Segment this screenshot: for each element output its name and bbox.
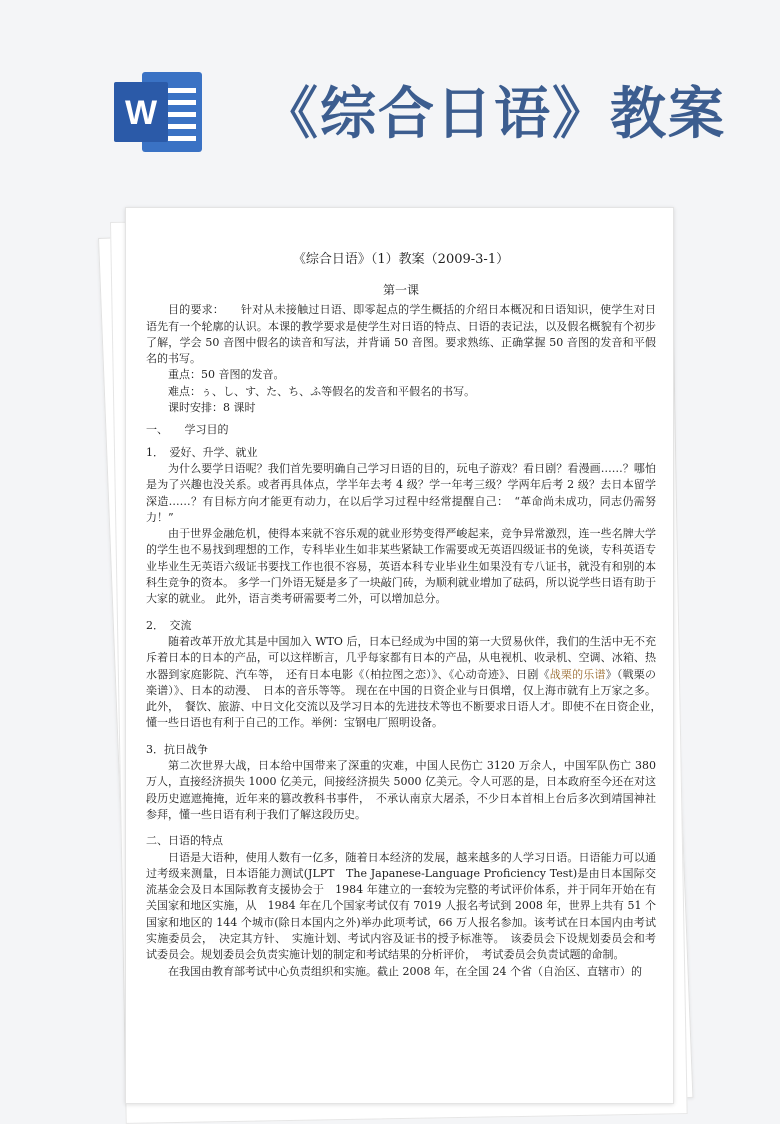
paragraph: 由于世界金融危机，使得本来就不容乐观的就业形势变得严峻起来，竞争异常激烈，连一些名牌大学的学生也不易找到理想的工作，专科毕业生如非某些紧缺工作需要或无英语四级证书的免谈，专科英语专业毕业生无英语六级证书要找工作也很不容易，英语本科专业毕业生如果没有专八证书，就没有和别的本科生竞争的资本。 多学一门外语无疑是多了一块敲门砖，为顺利就业增加了砝码，所以说学些日语有助于大家的就业。 此外，语言类考研需要考二外，可以增加总分。 bbox=[146, 527, 656, 606]
lesson-heading: 第一课 bbox=[382, 283, 419, 297]
document-title: 《综合日语》（1）教案（2009-3-1） bbox=[292, 252, 510, 267]
subsection-heading: 2． 交流 bbox=[146, 618, 192, 632]
film-title: 战栗的乐谱 bbox=[549, 667, 606, 681]
document-page bbox=[125, 207, 674, 1104]
subsection-heading: 1． 爱好、升学、就业 bbox=[146, 445, 258, 459]
paragraph: 为什么要学日语呢？我们首先要明确自己学习日语的目的，玩电子游戏？看日剧？看漫画……？哪怕是为了兴趣也没关系。或者再具体点，学半年去考 4 级？学一年考三级？学两年后考 2 级？去日本留学深造……？有目标方向才能更有动力，在以后学习过程中经常提醒自己： “革命尚未成功，同志仍需努力！” bbox=[146, 461, 656, 524]
subsection-heading: 3．抗日战争 bbox=[146, 742, 208, 756]
objective-paragraph: 目的要求： 针对从未接触过日语、即零起点的学生概括的介绍日本概况和日语知识，使学生对日语先有一个轮廓的认识。本课的教学要求是使学生对日语的特点、日语的表记法，以及假名概貌有个初步了解，学会 50 音图中假名的读音和写法，并背诵 50 音图。要求熟练、正确掌握 50 音图的发音和平假名的书写。 bbox=[146, 303, 656, 366]
paragraph: 日语是大语种，使用人数有一亿多，随着日本经济的发展，越来越多的人学习日语。日语能力可以通过考级来测量，日本语能力测试(JLPT The Japanese-Language Proficiency Test)是由日本国际交流基金会及日本国际教育支援协会于 1984 年建立的一套较为完整的考试评价体系，并于同年开始在有关国家和地区实施，从 1984 年在几个国家考试仅有 7019 人报名考试到 2008 年，世界上共有 51 个国家和地区的 144 个城市(除日本国内之外)举办此项考试，66 万人报名参加。该考试在日本国内由考试实施委员会， 决定其方针、 实施计划、考试内容及证书的授予标准等。 该委员会下设规划委员会和考试委员会。规划委员会负责实施计划的制定和考试结果的分析评价， 考试委员会负责试题的命制。 bbox=[146, 850, 656, 962]
paragraph: 在我国由教育部考试中心负责组织和实施。截止 2008 年，在全国 24 个省（自治区、直辖市）的 bbox=[168, 964, 642, 978]
word-icon bbox=[112, 68, 204, 156]
section-heading: 一、 学习目的 bbox=[146, 423, 229, 437]
paragraph-text: 随着改革开放尤其是中国加入 WTO 后，日本已经成为中国的第一大贸易伙伴，我们的生活中无不充斥着日本的日本的产品，可以这样断言，几乎每家都有日本的产品，从电视机、收录机、空调、冰箱、热水器到家庭影院、汽车等， 还有日本电影《（柏拉图之恋）》、《心动奇迹》、日剧《 bbox=[146, 634, 656, 681]
section-heading: 二、日语的特点 bbox=[146, 834, 223, 848]
paragraph: 第二次世界大战，日本给中国带来了深重的灾难，中国人民伤亡 3120 万余人，中国军队伤亡 380 万人，直接经济损失 1000 亿美元，间接经济损失 5000 亿美元。令人可恶的是，日本政府至今还在对这段历史遮遮掩掩，近年来的篡改教科书事件， 不承认南京大屠杀，不少日本首相上台后多次到靖国神社参拜，懂一些日语有利于我们了解这段历史。 bbox=[146, 759, 656, 821]
word-logo-letter: W bbox=[124, 94, 158, 132]
document-body bbox=[146, 250, 667, 980]
key-points: 重点：50 音图的发音。 bbox=[168, 368, 285, 382]
class-hours: 课时安排：8 课时 bbox=[168, 401, 256, 415]
banner bbox=[0, 0, 780, 205]
paragraph bbox=[146, 634, 667, 732]
difficult-points: 难点：ぅ、し、す、た、ち、ふ等假名的发音和平假名的书写。 bbox=[168, 384, 476, 398]
paragraph-text: 》（戦栗の楽谱）》、日本的动漫、 日本的音乐等等。 现在在中国的日资企业与日俱增，仅上海市就有上万家之多。此外， 餐饮、旅游、中日文化交流以及学习日本的先进技术等也不断要求日语人才。即使不在日资企业， 懂一些日语也有利于自己的工作。举例：宝钢电厂照明设备。 bbox=[146, 667, 667, 730]
page-title: 《综合日语》教案 bbox=[262, 81, 726, 147]
